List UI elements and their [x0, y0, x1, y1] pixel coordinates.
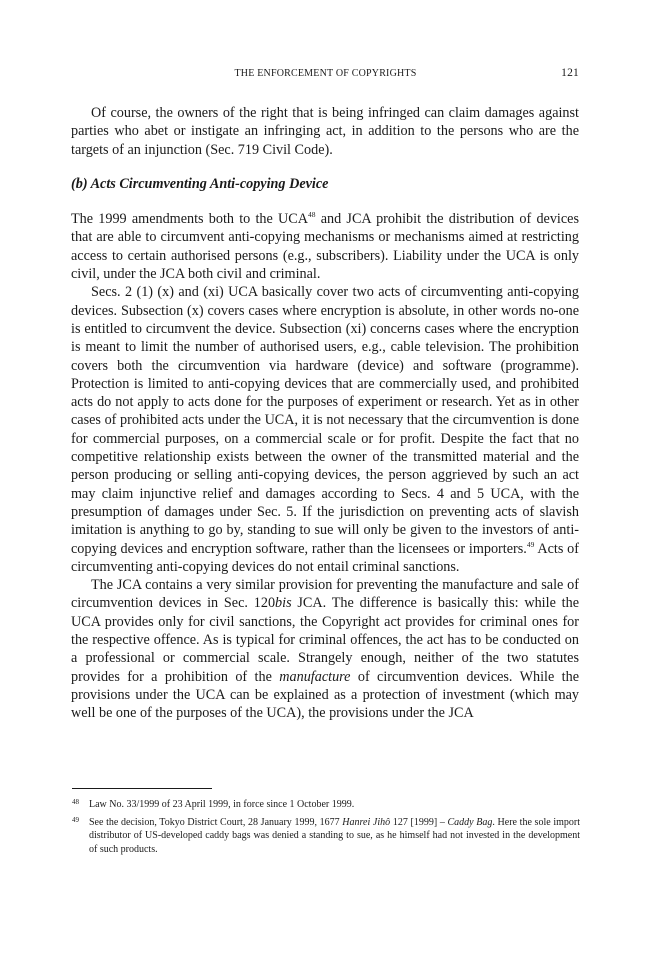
footnote-text: 127 [1999] – — [390, 817, 448, 829]
page-number: 121 — [561, 67, 579, 79]
footnote-text: . Here the sole import distributor of US-developed caddy bags was denied a standing to sue, as he himself had not invested in the development of such products. — [89, 817, 580, 855]
footnote-49 — [72, 816, 580, 856]
paragraph-text: and JCA prohibit the distribution of devices that are able to circumvent anti-copying mechanisms or mechanisms aimed at restricting access to certain authorised persons (e.g., subscribers). Liability under the UCA is only civil, under the JCA both civil and criminal. — [71, 211, 579, 283]
footnote-ref-49[interactable]: 49 — [526, 539, 535, 549]
paragraph-jca — [71, 576, 579, 722]
paragraph-text: Secs. 2 (1) (x) and (xi) UCA basically cover two acts of circumventing anti-copying devices. Subsection (x) covers cases where encryption is absolute, in other words no-one is entitled to circumvent the device. Subsection (xi) concerns cases where the encryption is meant to limit the number of authorised users, e.g., cable television. The prohibition covers both the circumvention via hardware (device) and software (programme). Protection is limited to anti-copying devices that are commercially used, and prohibited acts do not apply to acts done for the purposes of experiment or research. Yet as in other cases of prohibited acts under the UCA, it is not necessary that the circumvention is done for commercial purposes, on a commercial scale or for profit. Despite the fact that no competitive relationship exists between the owner of the transmitted material and the person producing or selling anti-copying devices, the person aggrieved by such an act may claim injunctive relief and damages according to Secs. 4 and 5 UCA, with the presumption of damages under Sec. 5. If the jurisdiction on preventing acts of slavish imitation is anything to go by, standing to sue will only be given to the investors of anti-copying devices and encryption software, rather than the licensees or importers. — [71, 284, 579, 557]
italic-manufacture: manufacture — [279, 668, 351, 685]
paragraph-text: Acts of circumventing anti-copying devices do not entail criminal sanctions. — [71, 540, 579, 575]
footnote-number: 49 — [72, 816, 79, 825]
paragraph-damages: Of course, the owners of the right that is being infringed can claim damages against parties who abet or instigate an infringing act, in addition to the persons who are the targets of an injunction (Sec. 719 Civil Code). — [71, 105, 579, 158]
footnotes — [72, 798, 580, 861]
body-text — [71, 104, 579, 723]
paragraph-amendments — [71, 210, 579, 283]
case-name: Caddy Bag — [447, 817, 493, 829]
paragraph-text: The JCA contains a very similar provision for preventing the manufacture and sale of circumvention devices in Sec. 120 — [71, 577, 579, 612]
footnote-text: Law No. 33/1999 of 23 April 1999, in force since 1 October 1999. — [89, 799, 355, 810]
italic-bis: bis — [275, 595, 292, 612]
paragraph-text: of circumvention devices. While the provisions under the UCA can be explained as a protection of investment (which may well be one of the purposes of the UCA), the provisions under the JCA — [71, 668, 580, 722]
journal-title: Hanrei Jihô — [342, 817, 391, 829]
footnote-number: 48 — [72, 798, 79, 806]
footnote-ref-48[interactable]: 48 — [308, 210, 316, 220]
paragraph-text: JCA. The difference is basically this: while the UCA provides only for civil sanctions, the Copyright act provides for criminal ones for the respective offence. As is typical for criminal offences, the act has to be conducted on a professional or commercial scale. Strangely enough, neither of the two statutes provides for a prohibition of the — [71, 595, 579, 685]
running-head — [72, 68, 579, 82]
footnote-48 — [72, 798, 580, 811]
paragraph-text: The 1999 amendments both to the UCA — [71, 211, 308, 228]
footnote-text: See the decision, Tokyo District Court, 28 January 1999, 1677 — [89, 817, 343, 829]
footnote-rule — [72, 788, 212, 789]
paragraph-uca-secs — [71, 283, 579, 576]
section-heading: (b) Acts Circumventing Anti-copying Device — [71, 175, 329, 192]
running-title: THE ENFORCEMENT OF COPYRIGHTS — [234, 68, 417, 79]
